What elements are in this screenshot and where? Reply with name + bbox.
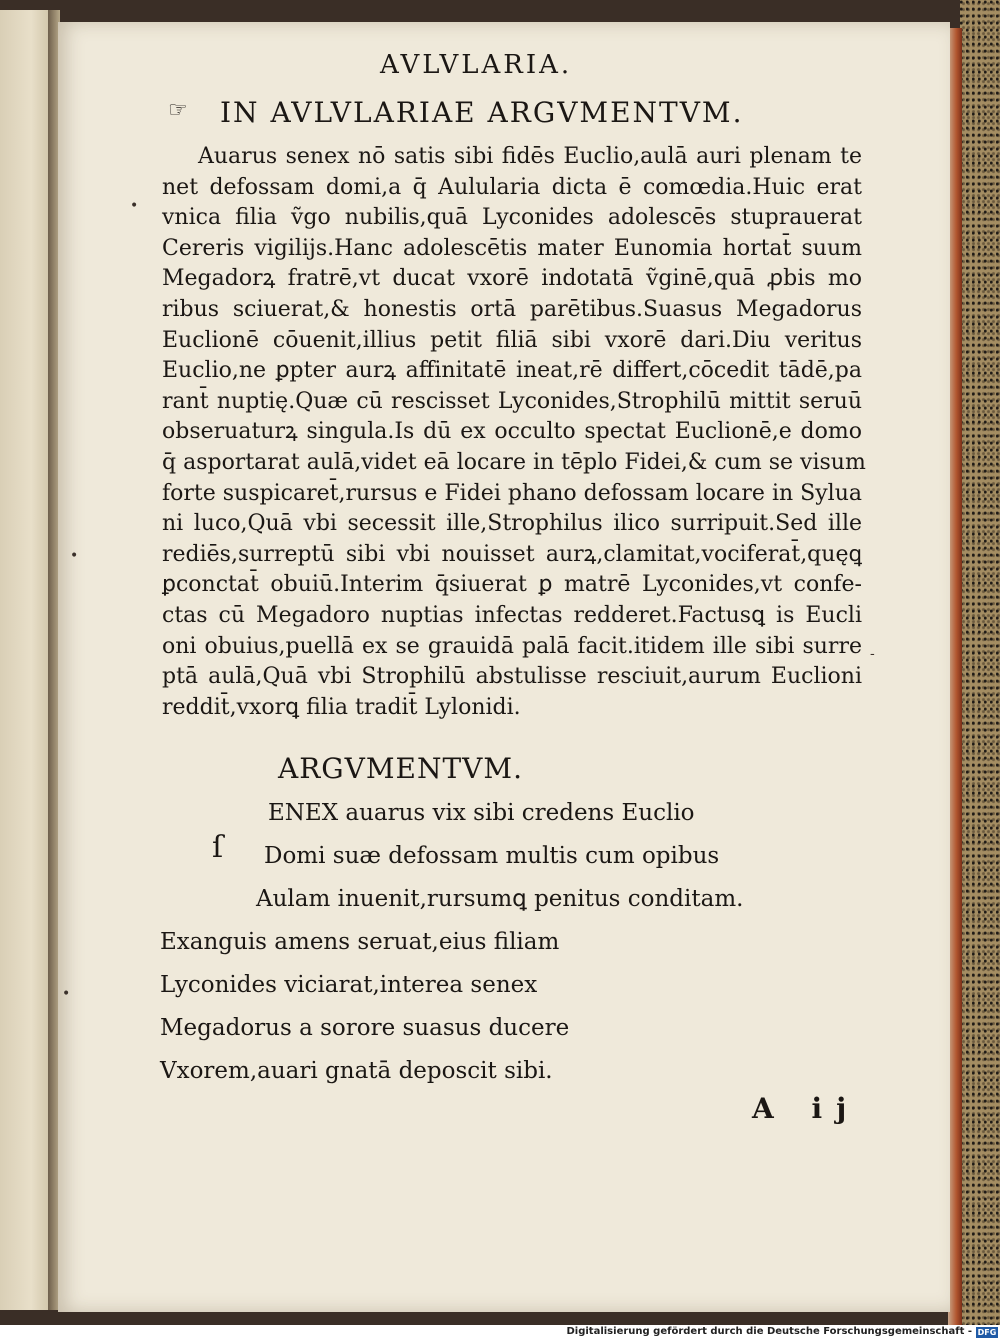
- verse-block: [160, 792, 860, 1093]
- verse-title: ARGVMENTVM.: [278, 752, 523, 785]
- margin-dot: •: [70, 548, 79, 564]
- argument-line: ptā aulā,Quā vbi Strophilū abstulisse resciuit,aurum Euclioni: [162, 664, 862, 690]
- argument-line: vnica filia ṽgo nubilis,quā Lyconides adolescēs stuprauerat: [162, 205, 862, 231]
- argument-line: net defossam domi,a q̄ Aulularia dicta ē comœdia.Huic erat: [162, 174, 862, 200]
- dfg-logo: DFG: [977, 1328, 997, 1337]
- manicule-icon: ☞: [168, 98, 188, 123]
- verse-line: Megadorus a sorore suasus ducere: [160, 1015, 570, 1041]
- argument-line: ꝑconctat̄ obuiū.Interim q̄siuerat ꝑ matrē Lyconides,vt confe-: [162, 572, 862, 598]
- verse-line: Aulam inuenit,rursumꝗ penitus conditam.: [256, 886, 744, 912]
- footer-credit: Digitalisierung gefördert durch die Deutsche Forschungsgemeinschaft -: [566, 1326, 972, 1337]
- argument-line: Euclio,ne ꝑpter aurꝝ affinitatē ineat,rē differt,cōcedit tādē,pa: [162, 358, 862, 384]
- argument-line: rediēs,surreptū sibi vbi nouisset aurꝝ,clamitat,vociferat̄,quęꝗ: [162, 541, 862, 567]
- verse-line: Lyconides viciarat,interea senex: [160, 972, 538, 998]
- signature-mark: A ij: [752, 1092, 861, 1125]
- argument-line: obseruaturꝝ singula.Is dū ex occulto spectat Euclionē,e domo: [162, 419, 862, 445]
- argument-line: ni luco,Quā vbi secessit ille,Strophilus ilico surripuit.Sed ille: [162, 511, 862, 537]
- argument-line: rant̄ nuptię.Quæ cū rescisset Lyconides,Strophilū mittit seruū: [162, 388, 862, 414]
- argument-line: ctas cū Megadoro nuptias infectas redderet.Factusꝗ is Eucli: [162, 602, 862, 628]
- argument-line: Cereris vigilijs.Hanc adolescētis mater Eunomia hortat̄ suum: [162, 235, 862, 261]
- argument-line: Euclionē cōuenit,illius petit filiā sibi vxorē dari.Diu veritus: [162, 327, 862, 353]
- argument-line: Megadorꝝ fratrē,vt ducat vxorē indotatā ṽginē,quā ꝓbis mo: [162, 266, 862, 292]
- argument-line: q̄ asportarat aulā,videt eā locare in tēplo Fidei,& cum se visum: [162, 449, 866, 475]
- left-page-edge: [0, 10, 54, 1310]
- argument-line: reddit̄,vxorꝗ filia tradit̄ Lylonidi.: [162, 694, 521, 720]
- page-edge-red: [948, 28, 962, 1328]
- margin-dot: •: [62, 986, 71, 1002]
- verse-line: Domi suæ defossam multis cum opibus: [264, 843, 720, 869]
- verse-line: ENEX auarus vix sibi credens Euclio: [268, 800, 695, 826]
- margin-dot: -: [870, 646, 875, 662]
- book-binding: [960, 0, 1000, 1325]
- argument-line: forte suspicaret̄,rursus e Fidei phano defossam locare in Sylua: [162, 480, 862, 506]
- verse-line: Vxorem,auari gnatā deposcit sibi.: [160, 1058, 553, 1084]
- argument-line: oni obuius,puellā ex se grauidā palā facit.itidem ille sibi surre: [162, 633, 862, 659]
- verse-line: Exanguis amens seruat,eius filiam: [160, 929, 560, 955]
- argument-line: Auarus senex nō satis sibi fidēs Euclio,aulā auri plenam te: [198, 144, 862, 169]
- margin-dot: •: [130, 198, 139, 214]
- argument-paragraph: [162, 142, 866, 723]
- argument-line: ribus sciuerat,& honestis ortā parētibus.Suasus Megadorus: [162, 296, 862, 322]
- section-title: IN AVLVLARIAE ARGVMENTVM.: [220, 96, 744, 129]
- running-head: AVLVLARIA.: [380, 50, 573, 80]
- initial-letter: ſ: [212, 830, 224, 865]
